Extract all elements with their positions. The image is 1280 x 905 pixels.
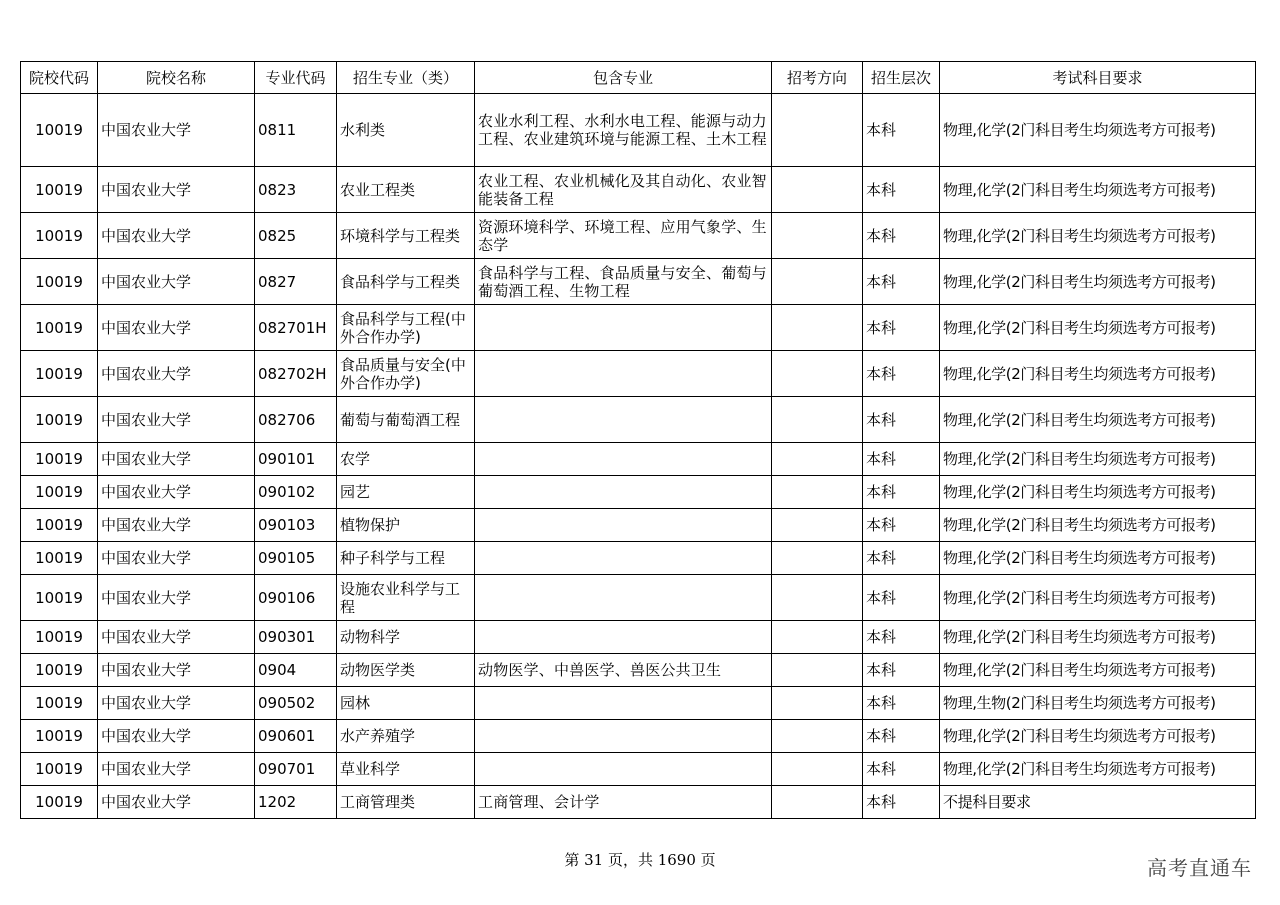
table-row bbox=[21, 753, 1256, 786]
cell-direction bbox=[772, 94, 863, 167]
cell-direction bbox=[772, 305, 863, 351]
table-row bbox=[21, 167, 1256, 213]
cell-major-code: 090106 bbox=[255, 575, 337, 621]
cell-school-code: 10019 bbox=[21, 720, 98, 753]
cell-direction bbox=[772, 397, 863, 443]
cell-direction bbox=[772, 654, 863, 687]
cell-subject-requirement: 物理,化学(2门科目考生均须选考方可报考) bbox=[940, 259, 1256, 305]
cell-subject-requirement: 物理,化学(2门科目考生均须选考方可报考) bbox=[940, 542, 1256, 575]
cell-school-code: 10019 bbox=[21, 621, 98, 654]
cell-level: 本科 bbox=[863, 305, 940, 351]
cell-level: 本科 bbox=[863, 167, 940, 213]
cell-included-majors: 动物医学、中兽医学、兽医公共卫生 bbox=[475, 654, 772, 687]
watermark-logo: 高考直通车 bbox=[1147, 856, 1252, 880]
cell-subject-requirement: 物理,化学(2门科目考生均须选考方可报考) bbox=[940, 94, 1256, 167]
cell-included-majors bbox=[475, 753, 772, 786]
cell-major: 动物科学 bbox=[337, 621, 475, 654]
cell-direction bbox=[772, 575, 863, 621]
table-row bbox=[21, 786, 1256, 819]
cell-included-majors: 工商管理、会计学 bbox=[475, 786, 772, 819]
cell-direction bbox=[772, 476, 863, 509]
table-row bbox=[21, 213, 1256, 259]
table-row bbox=[21, 259, 1256, 305]
cell-level: 本科 bbox=[863, 213, 940, 259]
cell-school-name: 中国农业大学 bbox=[98, 654, 255, 687]
cell-school-name: 中国农业大学 bbox=[98, 687, 255, 720]
cell-included-majors: 资源环境科学、环境工程、应用气象学、生态学 bbox=[475, 213, 772, 259]
cell-school-code: 10019 bbox=[21, 443, 98, 476]
cell-school-name: 中国农业大学 bbox=[98, 94, 255, 167]
cell-school-name: 中国农业大学 bbox=[98, 351, 255, 397]
cell-school-code: 10019 bbox=[21, 259, 98, 305]
cell-subject-requirement: 物理,化学(2门科目考生均须选考方可报考) bbox=[940, 753, 1256, 786]
cell-direction bbox=[772, 542, 863, 575]
cell-major: 农业工程类 bbox=[337, 167, 475, 213]
cell-major: 食品科学与工程(中外合作办学) bbox=[337, 305, 475, 351]
cell-major: 工商管理类 bbox=[337, 786, 475, 819]
admissions-table bbox=[20, 61, 1256, 819]
header-school-code: 院校代码 bbox=[21, 62, 98, 94]
cell-included-majors bbox=[475, 476, 772, 509]
cell-subject-requirement: 物理,化学(2门科目考生均须选考方可报考) bbox=[940, 720, 1256, 753]
cell-included-majors bbox=[475, 542, 772, 575]
cell-direction bbox=[772, 753, 863, 786]
table-row bbox=[21, 94, 1256, 167]
table-row bbox=[21, 621, 1256, 654]
cell-subject-requirement: 物理,化学(2门科目考生均须选考方可报考) bbox=[940, 213, 1256, 259]
cell-major-code: 090105 bbox=[255, 542, 337, 575]
cell-major: 园林 bbox=[337, 687, 475, 720]
header-school-name: 院校名称 bbox=[98, 62, 255, 94]
table-row bbox=[21, 443, 1256, 476]
cell-direction bbox=[772, 213, 863, 259]
cell-school-code: 10019 bbox=[21, 213, 98, 259]
cell-level: 本科 bbox=[863, 753, 940, 786]
cell-included-majors bbox=[475, 621, 772, 654]
cell-major: 环境科学与工程类 bbox=[337, 213, 475, 259]
cell-major-code: 0904 bbox=[255, 654, 337, 687]
cell-direction bbox=[772, 259, 863, 305]
cell-major: 园艺 bbox=[337, 476, 475, 509]
cell-subject-requirement: 物理,化学(2门科目考生均须选考方可报考) bbox=[940, 654, 1256, 687]
cell-included-majors: 农业水利工程、水利水电工程、能源与动力工程、农业建筑环境与能源工程、土木工程 bbox=[475, 94, 772, 167]
cell-school-code: 10019 bbox=[21, 542, 98, 575]
cell-major-code: 090701 bbox=[255, 753, 337, 786]
table-row bbox=[21, 305, 1256, 351]
cell-school-name: 中国农业大学 bbox=[98, 720, 255, 753]
cell-level: 本科 bbox=[863, 786, 940, 819]
cell-school-name: 中国农业大学 bbox=[98, 259, 255, 305]
cell-major: 葡萄与葡萄酒工程 bbox=[337, 397, 475, 443]
header-major-code: 专业代码 bbox=[255, 62, 337, 94]
cell-major: 动物医学类 bbox=[337, 654, 475, 687]
cell-level: 本科 bbox=[863, 351, 940, 397]
table-row bbox=[21, 509, 1256, 542]
cell-major-code: 090101 bbox=[255, 443, 337, 476]
cell-direction bbox=[772, 786, 863, 819]
cell-level: 本科 bbox=[863, 443, 940, 476]
cell-major-code: 082706 bbox=[255, 397, 337, 443]
table-header-row bbox=[21, 62, 1256, 94]
cell-subject-requirement: 不提科目要求 bbox=[940, 786, 1256, 819]
cell-direction bbox=[772, 621, 863, 654]
cell-level: 本科 bbox=[863, 509, 940, 542]
cell-school-code: 10019 bbox=[21, 167, 98, 213]
cell-level: 本科 bbox=[863, 687, 940, 720]
cell-major-code: 090601 bbox=[255, 720, 337, 753]
cell-included-majors bbox=[475, 509, 772, 542]
cell-major-code: 090502 bbox=[255, 687, 337, 720]
cell-school-name: 中国农业大学 bbox=[98, 167, 255, 213]
header-level: 招生层次 bbox=[863, 62, 940, 94]
cell-major: 农学 bbox=[337, 443, 475, 476]
cell-school-name: 中国农业大学 bbox=[98, 542, 255, 575]
cell-included-majors bbox=[475, 575, 772, 621]
cell-school-name: 中国农业大学 bbox=[98, 476, 255, 509]
cell-included-majors bbox=[475, 443, 772, 476]
cell-subject-requirement: 物理,化学(2门科目考生均须选考方可报考) bbox=[940, 621, 1256, 654]
cell-school-name: 中国农业大学 bbox=[98, 305, 255, 351]
table-row bbox=[21, 687, 1256, 720]
cell-subject-requirement: 物理,生物(2门科目考生均须选考方可报考) bbox=[940, 687, 1256, 720]
cell-school-code: 10019 bbox=[21, 94, 98, 167]
cell-school-code: 10019 bbox=[21, 575, 98, 621]
cell-school-name: 中国农业大学 bbox=[98, 213, 255, 259]
cell-major-code: 1202 bbox=[255, 786, 337, 819]
table-row bbox=[21, 654, 1256, 687]
cell-included-majors bbox=[475, 397, 772, 443]
cell-subject-requirement: 物理,化学(2门科目考生均须选考方可报考) bbox=[940, 397, 1256, 443]
cell-direction bbox=[772, 167, 863, 213]
cell-major: 食品科学与工程类 bbox=[337, 259, 475, 305]
cell-subject-requirement: 物理,化学(2门科目考生均须选考方可报考) bbox=[940, 443, 1256, 476]
cell-included-majors: 农业工程、农业机械化及其自动化、农业智能装备工程 bbox=[475, 167, 772, 213]
cell-included-majors: 食品科学与工程、食品质量与安全、葡萄与葡萄酒工程、生物工程 bbox=[475, 259, 772, 305]
cell-level: 本科 bbox=[863, 621, 940, 654]
cell-direction bbox=[772, 687, 863, 720]
cell-subject-requirement: 物理,化学(2门科目考生均须选考方可报考) bbox=[940, 476, 1256, 509]
cell-subject-requirement: 物理,化学(2门科目考生均须选考方可报考) bbox=[940, 351, 1256, 397]
cell-level: 本科 bbox=[863, 575, 940, 621]
table-row bbox=[21, 351, 1256, 397]
cell-school-name: 中国农业大学 bbox=[98, 397, 255, 443]
cell-level: 本科 bbox=[863, 94, 940, 167]
table-body bbox=[21, 94, 1256, 819]
cell-major: 植物保护 bbox=[337, 509, 475, 542]
cell-school-code: 10019 bbox=[21, 351, 98, 397]
cell-major-code: 0823 bbox=[255, 167, 337, 213]
cell-school-code: 10019 bbox=[21, 654, 98, 687]
cell-major-code: 0827 bbox=[255, 259, 337, 305]
cell-major: 食品质量与安全(中外合作办学) bbox=[337, 351, 475, 397]
cell-school-name: 中国农业大学 bbox=[98, 621, 255, 654]
cell-major: 设施农业科学与工程 bbox=[337, 575, 475, 621]
cell-direction bbox=[772, 509, 863, 542]
cell-subject-requirement: 物理,化学(2门科目考生均须选考方可报考) bbox=[940, 167, 1256, 213]
cell-major: 水利类 bbox=[337, 94, 475, 167]
cell-school-name: 中国农业大学 bbox=[98, 443, 255, 476]
cell-major-code: 0825 bbox=[255, 213, 337, 259]
cell-included-majors bbox=[475, 720, 772, 753]
cell-school-name: 中国农业大学 bbox=[98, 575, 255, 621]
cell-direction bbox=[772, 443, 863, 476]
cell-major-code: 0811 bbox=[255, 94, 337, 167]
cell-school-code: 10019 bbox=[21, 786, 98, 819]
table-row bbox=[21, 575, 1256, 621]
header-subject-requirement: 考试科目要求 bbox=[940, 62, 1256, 94]
table-row bbox=[21, 397, 1256, 443]
cell-level: 本科 bbox=[863, 542, 940, 575]
cell-level: 本科 bbox=[863, 654, 940, 687]
page-number: 第 31 页，共 1690 页 bbox=[564, 851, 716, 869]
cell-level: 本科 bbox=[863, 720, 940, 753]
cell-major-code: 082701H bbox=[255, 305, 337, 351]
header-included-majors: 包含专业 bbox=[475, 62, 772, 94]
cell-major-code: 090301 bbox=[255, 621, 337, 654]
cell-major-code: 082702H bbox=[255, 351, 337, 397]
cell-school-code: 10019 bbox=[21, 753, 98, 786]
cell-school-code: 10019 bbox=[21, 305, 98, 351]
cell-major: 种子科学与工程 bbox=[337, 542, 475, 575]
cell-major-code: 090102 bbox=[255, 476, 337, 509]
cell-major-code: 090103 bbox=[255, 509, 337, 542]
cell-school-code: 10019 bbox=[21, 687, 98, 720]
header-major: 招生专业（类） bbox=[337, 62, 475, 94]
cell-level: 本科 bbox=[863, 259, 940, 305]
cell-direction bbox=[772, 351, 863, 397]
cell-school-name: 中国农业大学 bbox=[98, 753, 255, 786]
cell-subject-requirement: 物理,化学(2门科目考生均须选考方可报考) bbox=[940, 575, 1256, 621]
cell-school-name: 中国农业大学 bbox=[98, 509, 255, 542]
cell-included-majors bbox=[475, 687, 772, 720]
cell-included-majors bbox=[475, 305, 772, 351]
cell-subject-requirement: 物理,化学(2门科目考生均须选考方可报考) bbox=[940, 305, 1256, 351]
cell-school-code: 10019 bbox=[21, 476, 98, 509]
cell-direction bbox=[772, 720, 863, 753]
cell-major: 草业科学 bbox=[337, 753, 475, 786]
table-row bbox=[21, 542, 1256, 575]
table-row bbox=[21, 720, 1256, 753]
table-row bbox=[21, 476, 1256, 509]
cell-major: 水产养殖学 bbox=[337, 720, 475, 753]
header-direction: 招考方向 bbox=[772, 62, 863, 94]
cell-school-code: 10019 bbox=[21, 509, 98, 542]
cell-school-code: 10019 bbox=[21, 397, 98, 443]
cell-subject-requirement: 物理,化学(2门科目考生均须选考方可报考) bbox=[940, 509, 1256, 542]
cell-level: 本科 bbox=[863, 476, 940, 509]
cell-level: 本科 bbox=[863, 397, 940, 443]
cell-school-name: 中国农业大学 bbox=[98, 786, 255, 819]
cell-included-majors bbox=[475, 351, 772, 397]
